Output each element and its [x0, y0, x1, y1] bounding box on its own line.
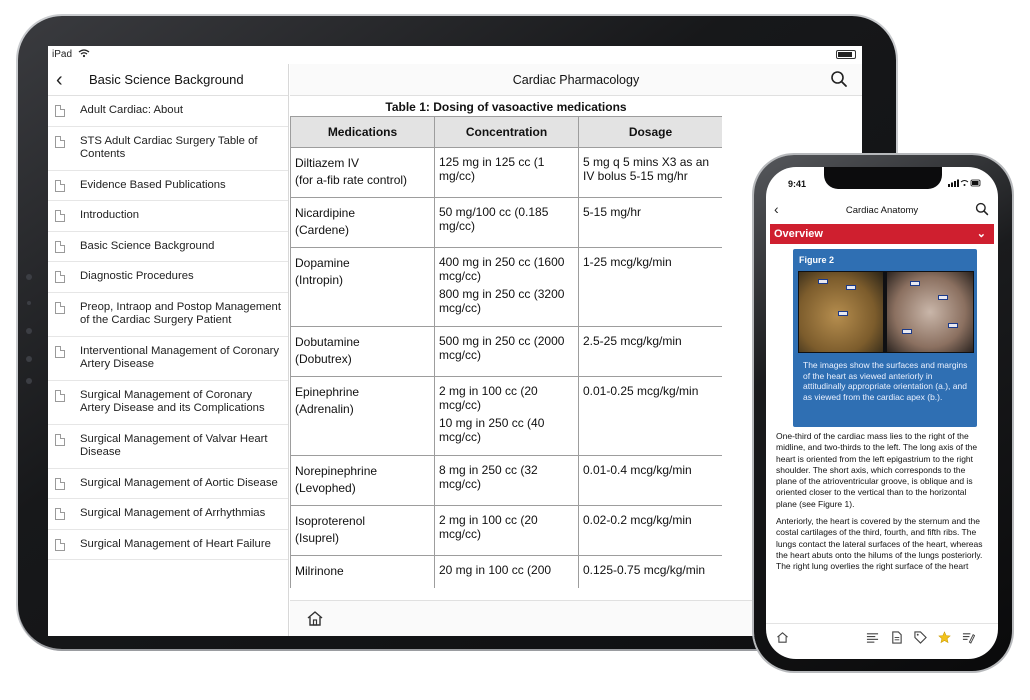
- sidebar-item-label: Surgical Management of Heart Failure: [80, 537, 271, 550]
- chevron-down-icon: ⌄: [976, 228, 986, 240]
- sidebar-item[interactable]: [48, 469, 288, 500]
- ipad-status-bar: [48, 46, 862, 64]
- medication-detail: (for a-fib rate control): [295, 173, 408, 187]
- tag-icon[interactable]: [914, 631, 927, 644]
- concentration-value: 800 mg in 250 cc (3200 mcg/cc): [439, 287, 565, 315]
- medication-cell: [291, 456, 435, 506]
- medication-cell: [291, 248, 435, 327]
- phone-header: [766, 199, 998, 221]
- home-icon[interactable]: [306, 610, 324, 627]
- image-label-marker: [838, 311, 848, 316]
- document-icon[interactable]: [890, 631, 903, 644]
- concentration-cell: [435, 556, 579, 589]
- sidebar-item[interactable]: [48, 262, 288, 293]
- table-row: [291, 148, 723, 198]
- dosage-cell: [579, 456, 723, 506]
- dosage-value: 1-25 mcg/kg/min: [583, 255, 672, 269]
- heart-image[interactable]: [798, 271, 974, 353]
- documents-icon: [55, 434, 65, 446]
- dosage-value: 2.5-25 mcg/kg/min: [583, 334, 682, 348]
- clock: 9:41: [788, 179, 807, 189]
- ipad-bezel-dot: [26, 328, 32, 334]
- dosage-cell: [579, 248, 723, 327]
- phone-notch: [824, 167, 942, 189]
- medication-cell: [291, 506, 435, 556]
- dosing-table: [290, 116, 722, 588]
- documents-icon: [55, 508, 65, 520]
- concentration-value: 2 mg in 100 cc (20 mcg/cc): [439, 384, 538, 412]
- medication-name: Diltiazem IV: [295, 156, 360, 170]
- sidebar-item[interactable]: [48, 96, 288, 127]
- battery-icon: [836, 50, 856, 59]
- concentration-value: 400 mg in 250 cc (1600 mcg/cc): [439, 255, 565, 283]
- medication-detail: (Adrenalin): [295, 402, 354, 416]
- contents-list-icon[interactable]: [866, 631, 879, 644]
- table-row: [291, 377, 723, 456]
- concentration-value: 50 mg/100 cc (0.185 mg/cc): [439, 205, 549, 233]
- dosing-table-container[interactable]: [290, 116, 722, 588]
- column-header: Medications: [291, 117, 435, 148]
- sidebar-item-label: Surgical Management of Coronary Artery Disease and its Complications: [80, 388, 265, 414]
- home-icon[interactable]: [776, 631, 789, 644]
- sidebar-item-label: Interventional Management of Coronary Artery Disease: [80, 344, 280, 370]
- documents-icon: [55, 241, 65, 253]
- concentration-value: 10 mg in 250 cc (40 mcg/cc): [439, 416, 545, 444]
- article-body[interactable]: [776, 431, 988, 621]
- dosage-cell: [579, 148, 723, 198]
- image-label-marker: [910, 281, 920, 286]
- medication-detail: (Cardene): [295, 223, 350, 237]
- iphone-screen: [766, 167, 998, 659]
- heart-image-apex: [887, 272, 973, 352]
- search-icon[interactable]: [830, 70, 848, 88]
- sidebar-item[interactable]: [48, 293, 288, 337]
- concentration-value: 8 mg in 250 cc (32 mcg/cc): [439, 463, 538, 491]
- medication-cell: [291, 198, 435, 248]
- page-title: Cardiac Pharmacology: [512, 73, 640, 87]
- image-label-marker: [938, 295, 948, 300]
- dosage-cell: [579, 556, 723, 589]
- concentration-cell: [435, 248, 579, 327]
- search-icon[interactable]: [975, 202, 989, 216]
- medication-detail: (Intropin): [295, 273, 344, 287]
- document-icon: [55, 105, 65, 117]
- concentration-cell: [435, 456, 579, 506]
- body-paragraph: Anteriorly, the heart is covered by the sternum and the costal cartilages of the third, fourth, and fifth ribs. The lungs contact the lateral surfaces of the heart, whereas the heart abuts onto the hilums of the lungs posteriorly. The right lung overlies the right surface of the heart: [776, 516, 983, 572]
- concentration-value: 125 mg in 125 cc (1 mg/cc): [439, 155, 545, 183]
- dosage-value: 0.125-0.75 mcg/kg/min: [583, 563, 706, 577]
- sidebar-item[interactable]: [48, 337, 288, 381]
- image-label-marker: [902, 329, 912, 334]
- dosage-cell: [579, 327, 723, 377]
- image-label-marker: [846, 285, 856, 290]
- body-paragraph: One-third of the cardiac mass lies to the right of the midline, and two-thirds to the left. The long axis of the heart is oriented from the left epigastrium to the right shoulder. The short axis, which corresponds to the plane of the atrioventricular groove, is oblique and is oriented closer to the vertical than to the horizontal plane (see Figure 1).: [776, 431, 978, 509]
- documents-icon: [55, 271, 65, 283]
- sidebar-item-label: Evidence Based Publications: [80, 178, 226, 191]
- table-row: [291, 327, 723, 377]
- concentration-cell: [435, 377, 579, 456]
- documents-icon: [55, 390, 65, 402]
- medication-detail: (Levophed): [295, 481, 356, 495]
- ipad-bezel-dot: [26, 378, 32, 384]
- carrier-label: iPad: [52, 49, 73, 60]
- document-icon: [55, 136, 65, 148]
- sidebar-item-label: STS Adult Cardiac Surgery Table of Contents: [80, 134, 258, 160]
- sidebar-item[interactable]: [48, 201, 288, 232]
- concentration-cell: [435, 327, 579, 377]
- medication-name: Milrinone: [295, 564, 344, 578]
- ipad-bezel-dot: [26, 274, 32, 280]
- medication-cell: [291, 327, 435, 377]
- column-header: Dosage: [579, 117, 723, 148]
- iphone-device: [754, 155, 1012, 671]
- sidebar-item[interactable]: [48, 530, 288, 561]
- documents-icon: [55, 478, 65, 490]
- dosage-value: 5-15 mg/hr: [583, 205, 642, 219]
- medication-name: Nicardipine: [295, 206, 356, 220]
- sidebar-title: Basic Science Background: [89, 72, 244, 87]
- concentration-value: 500 mg in 250 cc (2000 mcg/cc): [439, 334, 565, 362]
- figure-title: Figure 2: [799, 255, 835, 265]
- back-chevron-icon[interactable]: ‹: [56, 69, 63, 91]
- sidebar-item-label: Preop, Intraop and Postop Management of the Cardiac Surgery Patient: [80, 300, 281, 326]
- figure-card: [793, 249, 977, 427]
- notes-edit-icon[interactable]: [962, 631, 975, 644]
- table-caption: Table 1: Dosing of vasoactive medications: [385, 100, 627, 114]
- table-row: [291, 456, 723, 506]
- documents-icon: [55, 180, 65, 192]
- table-row: [291, 506, 723, 556]
- wifi-icon: [78, 48, 90, 58]
- status-icons: [948, 179, 982, 189]
- concentration-value: 20 mg in 100 cc (200: [439, 563, 552, 577]
- dosage-cell: [579, 377, 723, 456]
- documents-icon: [55, 302, 65, 314]
- section-title: Overview: [774, 228, 823, 240]
- sidebar: [48, 64, 289, 636]
- star-favorite-icon[interactable]: [938, 631, 951, 644]
- table-row: [291, 198, 723, 248]
- sidebar-header: [48, 64, 288, 96]
- medication-detail: (Dobutrex): [295, 352, 352, 366]
- medication-name: Norepinephrine: [295, 464, 378, 478]
- ipad-bezel-dot: [27, 301, 31, 305]
- medication-name: Epinephrine: [295, 385, 360, 399]
- sidebar-item-label: Introduction: [80, 209, 140, 221]
- section-header-overview[interactable]: [770, 224, 994, 244]
- dosage-cell: [579, 506, 723, 556]
- figure-caption: The images show the surfaces and margins of the heart as viewed anteriorly in attitudinally appropriate orientation (a.), and as viewed from the cardiac apex (b.).: [803, 360, 968, 402]
- sidebar-item-label: Surgical Management of Arrhythmias: [80, 507, 266, 519]
- table-row: [291, 556, 723, 589]
- medication-detail: (Isuprel): [295, 531, 340, 545]
- phone-bottom-toolbar: [766, 623, 998, 649]
- sidebar-item[interactable]: [48, 381, 288, 425]
- medication-cell: [291, 556, 435, 589]
- medication-cell: [291, 377, 435, 456]
- sidebar-item[interactable]: [48, 425, 288, 469]
- ipad-screen: [48, 46, 862, 636]
- page-title: Cardiac Anatomy: [845, 205, 919, 216]
- dosage-cell: [579, 198, 723, 248]
- sidebar-item[interactable]: [48, 232, 288, 263]
- documents-icon: [55, 539, 65, 551]
- concentration-cell: [435, 506, 579, 556]
- concentration-cell: [435, 198, 579, 248]
- sidebar-item-label: Surgical Management of Valvar Heart Disease: [80, 432, 268, 458]
- dosage-value: 0.01-0.25 mcg/kg/min: [583, 384, 699, 398]
- concentration-cell: [435, 148, 579, 198]
- image-label-marker: [818, 279, 828, 284]
- sidebar-item-label: Diagnostic Procedures: [80, 270, 194, 282]
- sidebar-item-label: Surgical Management of Aortic Disease: [80, 476, 278, 489]
- sidebar-item[interactable]: [48, 171, 288, 202]
- main-header: [290, 64, 862, 96]
- dosage-value: 5 mg q 5 mins X3 as an IV bolus 5-15 mg/hr: [583, 155, 710, 183]
- image-label-marker: [948, 323, 958, 328]
- column-header: Concentration: [435, 117, 579, 148]
- medication-name: Isoproterenol: [295, 514, 366, 528]
- dosage-value: 0.02-0.2 mcg/kg/min: [583, 513, 692, 527]
- table-row: [291, 248, 723, 327]
- sidebar-item-label: Adult Cardiac: About: [80, 104, 183, 116]
- sidebar-item-label: Basic Science Background: [80, 239, 215, 252]
- sidebar-item[interactable]: [48, 499, 288, 530]
- concentration-value: 2 mg in 100 cc (20 mcg/cc): [439, 513, 538, 541]
- medication-cell: [291, 148, 435, 198]
- back-chevron-icon[interactable]: ‹: [774, 201, 779, 217]
- documents-icon: [55, 346, 65, 358]
- ipad-bezel-dot: [26, 356, 32, 362]
- dosage-value: 0.01-0.4 mcg/kg/min: [583, 463, 692, 477]
- signal-wifi-battery-icon: [948, 179, 982, 187]
- medication-name: Dobutamine: [295, 335, 360, 349]
- table-header-row: [291, 117, 723, 148]
- document-icon: [55, 210, 65, 222]
- sidebar-item[interactable]: [48, 127, 288, 171]
- medication-name: Dopamine: [295, 256, 350, 270]
